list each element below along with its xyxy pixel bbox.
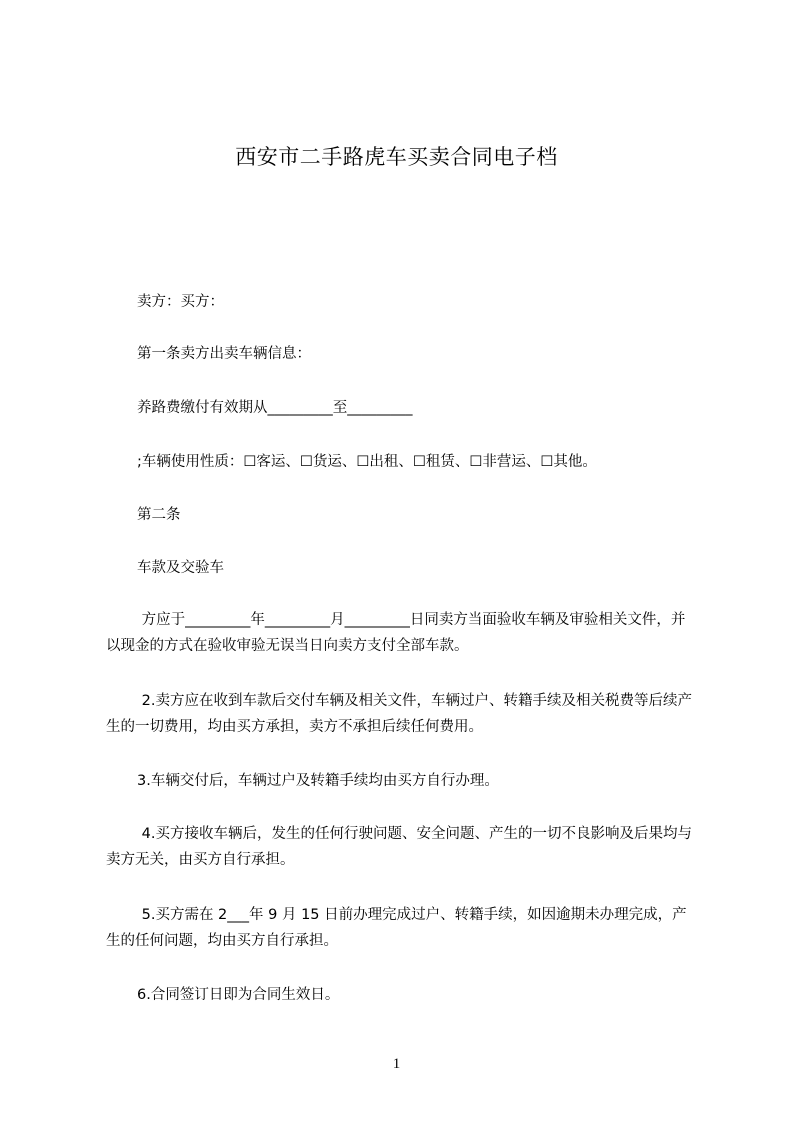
clause-4: 4.买方接收车辆后，发生的任何行驶问题、安全问题、产生的一切不良影响及后果均与卖方无关，由买方自行承担。 — [106, 826, 692, 868]
clause-2: 2.卖方应在收到车款后交付车辆及相关文件，车辆过户、转籍手续及相关税费等后续产生的一切费用，均由买方承担，卖方不承担后续任何费用。 — [106, 693, 692, 735]
vehicle-usage-line: ;车辆使用性质：☐客运、☐货运、☐出租、☐租赁、☐非营运、☐其他。 — [137, 454, 597, 470]
article2-heading: 第二条 — [137, 507, 181, 523]
article1-heading: 第一条卖方出卖车辆信息： — [137, 346, 311, 362]
clause-5: 5.买方需在 2___年 9 月 15 日前办理完成过户、转籍手续，如因逾期未办理完成，产生的任何问题，均由买方自行承担。 — [106, 907, 687, 949]
road-fee-line: 养路费缴付有效期从_________至_________ — [137, 400, 413, 416]
document-title: 西安市二手路虎车买卖合同电子档 — [235, 145, 558, 169]
page-number: 1 — [392, 1056, 401, 1072]
clause-6: 6.合同签订日即为合同生效日。 — [137, 987, 340, 1003]
clause-3: 3.车辆交付后，车辆过户及转籍手续均由买方自行办理。 — [137, 773, 499, 789]
clause-1: 方应于_________年_________月_________日同卖方当面验收车辆及审验相关文件，并以现金的方式在验收审验无误当日向卖方支付全部车款。 — [106, 612, 686, 654]
parties-line: 卖方：买方： — [137, 294, 224, 310]
article2-subheading: 车款及交验车 — [137, 560, 224, 576]
